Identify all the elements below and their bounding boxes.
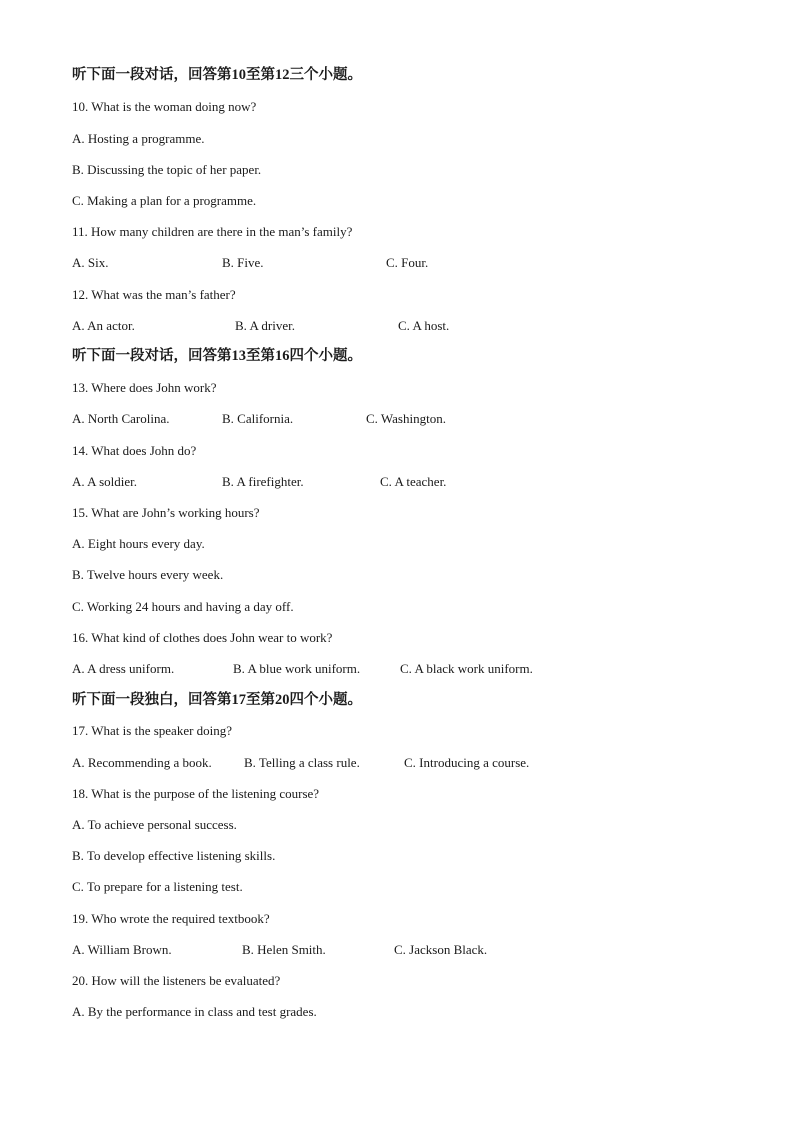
option-b: B. To develop effective listening skills. bbox=[72, 848, 276, 863]
option-c: C. Jackson Black. bbox=[394, 942, 488, 957]
question-stem: 16. What kind of clothes does John wear to work? bbox=[72, 630, 333, 645]
option-b: B. Five. bbox=[222, 255, 264, 270]
option-a: A. To achieve personal success. bbox=[72, 817, 237, 832]
section-heading: 听下面一段独白，回答第17至第20四个小题。 bbox=[72, 692, 362, 708]
question-stem: 11. How many children are there in the man’s family? bbox=[72, 224, 353, 239]
option-c: C. Introducing a course. bbox=[404, 755, 530, 770]
option-c: C. A host. bbox=[398, 318, 450, 333]
option-c: C. Four. bbox=[386, 255, 429, 270]
option-a: A. William Brown. bbox=[72, 942, 172, 957]
option-c: C. Making a plan for a programme. bbox=[72, 193, 257, 208]
option-a: A. By the performance in class and test grades. bbox=[72, 1004, 317, 1019]
question-stem: 17. What is the speaker doing? bbox=[72, 723, 233, 738]
question-stem: 15. What are John’s working hours? bbox=[72, 505, 260, 520]
option-b: B. A firefighter. bbox=[222, 474, 304, 489]
question-stem: 20. How will the listeners be evaluated? bbox=[72, 973, 281, 988]
option-a: A. North Carolina. bbox=[72, 411, 170, 426]
option-b: B. Helen Smith. bbox=[242, 942, 326, 957]
option-b: B. California. bbox=[222, 411, 294, 426]
option-a: A. Hosting a programme. bbox=[72, 131, 205, 146]
question-stem: 18. What is the purpose of the listening course? bbox=[72, 786, 320, 801]
question-stem: 12. What was the man’s father? bbox=[72, 287, 236, 302]
option-c: C. To prepare for a listening test. bbox=[72, 879, 243, 894]
option-a: A. A soldier. bbox=[72, 474, 138, 489]
option-a: A. Eight hours every day. bbox=[72, 536, 205, 551]
option-c: C. Washington. bbox=[366, 411, 446, 426]
question-stem: 14. What does John do? bbox=[72, 443, 197, 458]
question-stem: 13. Where does John work? bbox=[72, 380, 217, 395]
section-heading: 听下面一段对话，回答第13至第16四个小题。 bbox=[72, 348, 362, 364]
option-a: A. Six. bbox=[72, 255, 109, 270]
option-b: B. Discussing the topic of her paper. bbox=[72, 162, 262, 177]
option-c: C. Working 24 hours and having a day off. bbox=[72, 599, 294, 614]
question-stem: 19. Who wrote the required textbook? bbox=[72, 911, 270, 926]
question-stem: 10. What is the woman doing now? bbox=[72, 99, 257, 114]
option-a: A. A dress uniform. bbox=[72, 661, 175, 676]
option-b: B. Telling a class rule. bbox=[244, 755, 360, 770]
option-a: A. Recommending a book. bbox=[72, 755, 212, 770]
option-a: A. An actor. bbox=[72, 318, 135, 333]
option-c: C. A black work uniform. bbox=[400, 661, 533, 676]
section-heading: 听下面一段对话，回答第10至第12三个小题。 bbox=[72, 67, 362, 83]
option-b: B. A blue work uniform. bbox=[233, 661, 361, 676]
option-c: C. A teacher. bbox=[380, 474, 447, 489]
option-b: B. A driver. bbox=[235, 318, 295, 333]
option-b: B. Twelve hours every week. bbox=[72, 567, 224, 582]
